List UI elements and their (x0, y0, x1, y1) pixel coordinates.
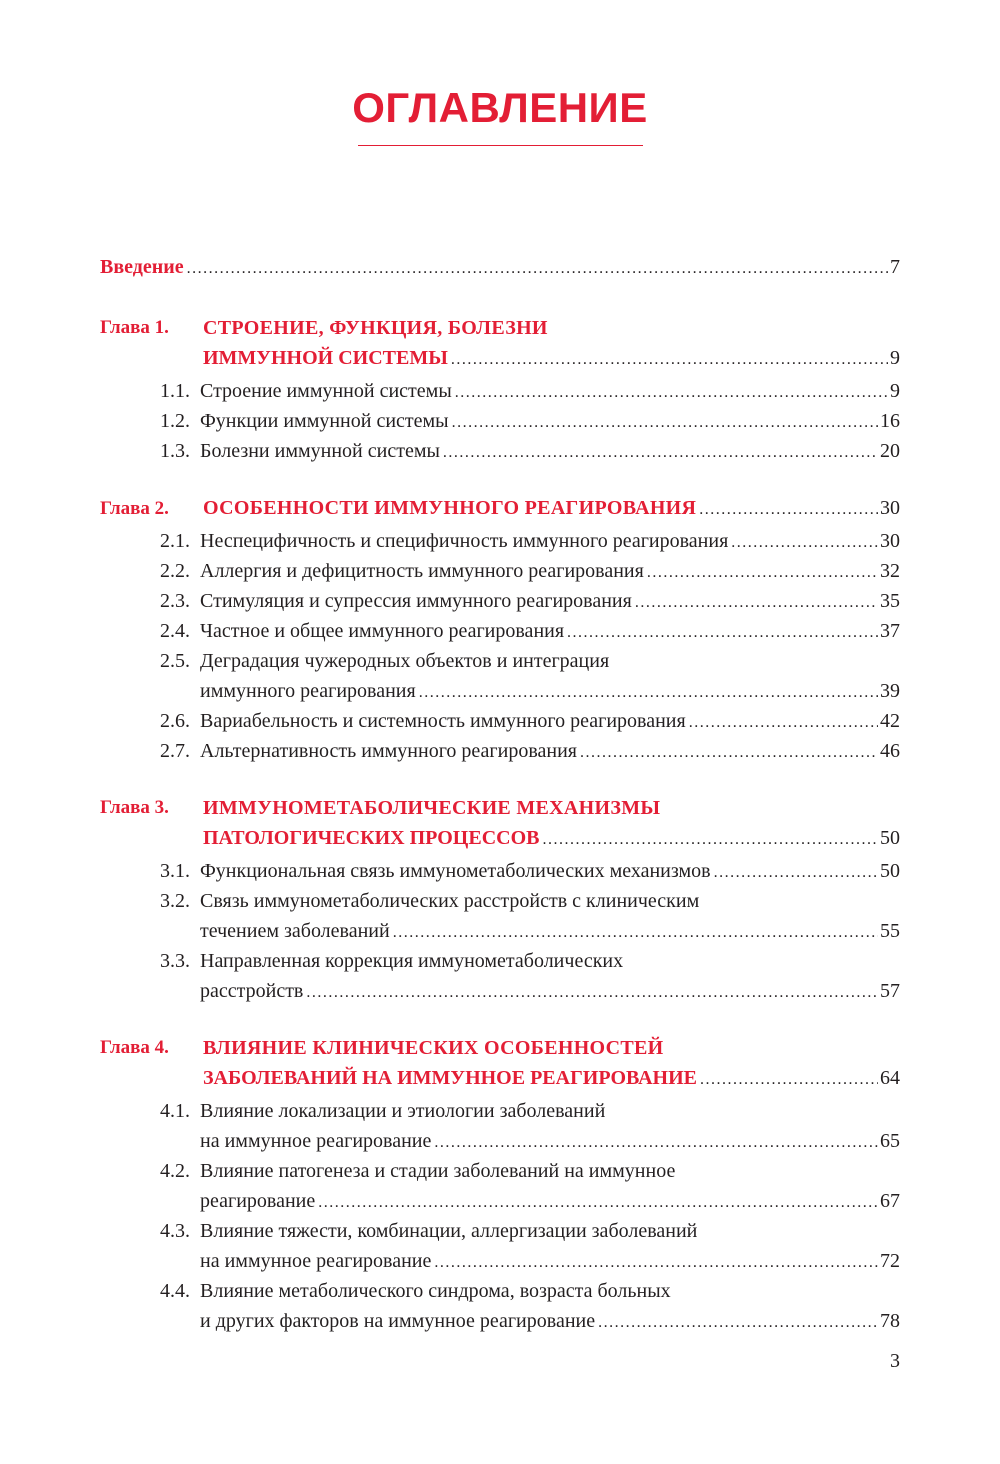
section-number: 2.3. (160, 590, 190, 612)
chapter-title-line: СТРОЕНИЕ, ФУНКЦИЯ, БОЛЕЗНИ (203, 317, 548, 339)
toc-page-number: 9 (890, 347, 900, 369)
toc-page-number: 16 (880, 410, 900, 432)
dot-leader (393, 918, 878, 948)
chapter-heading-cont[interactable] (100, 823, 900, 853)
toc-entry-intro[interactable] (100, 252, 900, 282)
chapter-label: Глава 2. (100, 498, 169, 519)
section-title: Функции иммунной системы (200, 410, 449, 432)
dot-leader (689, 708, 878, 738)
chapter-label: Глава 1. (100, 317, 169, 338)
dot-leader (187, 254, 888, 284)
section-title: Связь иммунометаболических расстройств с клиническим (200, 890, 700, 912)
dot-leader (699, 495, 878, 525)
toc-page-number: 37 (880, 620, 900, 642)
section-number: 4.3. (160, 1220, 190, 1242)
section-title-cont: на иммунное реагирование (200, 1250, 432, 1272)
chapter-heading[interactable] (100, 313, 900, 343)
toc-section[interactable] (160, 1216, 900, 1276)
toc-section[interactable] (160, 616, 900, 646)
section-list (100, 856, 900, 1006)
toc-section[interactable] (160, 736, 900, 766)
section-number: 4.4. (160, 1280, 190, 1302)
dot-leader (567, 618, 878, 648)
chapter-heading[interactable] (100, 1033, 900, 1063)
toc-section[interactable] (160, 706, 900, 736)
toc-chapter-1 (100, 313, 900, 466)
section-title: Частное и общее иммунного реагирования (200, 620, 565, 642)
section-list (100, 1096, 900, 1336)
toc-page-number: 39 (880, 680, 900, 702)
toc-page-number: 50 (880, 827, 900, 849)
section-title: Строение иммунной системы (200, 380, 452, 402)
toc-chapter-2 (100, 493, 900, 766)
chapter-heading[interactable] (100, 793, 900, 823)
section-title-cont: реагирование (200, 1190, 316, 1212)
toc-section[interactable] (160, 1156, 900, 1216)
dot-leader (598, 1308, 878, 1338)
section-title: Направленная коррекция иммунометаболических (200, 950, 624, 972)
section-title-cont: и других факторов на иммунное реагирование (200, 1310, 596, 1332)
chapter-title-line: ЗАБОЛЕВАНИЙ НА ИММУННОЕ РЕАГИРОВАНИЕ (203, 1067, 697, 1089)
section-title: Аллергия и дефицитность иммунного реагирования (200, 560, 644, 582)
section-title: Альтернативность иммунного реагирования (200, 740, 577, 762)
page-folio: 3 (890, 1350, 900, 1372)
toc-page-number: 65 (880, 1130, 900, 1152)
toc-section[interactable] (160, 646, 900, 706)
dot-leader (700, 1065, 878, 1095)
chapter-heading-cont[interactable] (100, 1063, 900, 1093)
section-title: Деградация чужеродных объектов и интеграция (200, 650, 610, 672)
toc-page-number: 46 (880, 740, 900, 762)
section-title: Влияние патогенеза и стадии заболеваний на иммунное (200, 1160, 676, 1182)
dot-leader (714, 858, 878, 888)
dot-leader (434, 1248, 878, 1278)
toc-page-number: 30 (880, 530, 900, 552)
dot-leader (635, 588, 878, 618)
section-number: 1.1. (160, 380, 190, 402)
toc-section[interactable] (160, 526, 900, 556)
section-title: Влияние локализации и этиологии заболеваний (200, 1100, 606, 1122)
section-title: Болезни иммунной системы (200, 440, 440, 462)
section-title: Вариабельность и системность иммунного реагирования (200, 710, 686, 732)
toc-page-number: 67 (880, 1190, 900, 1212)
chapter-heading[interactable] (100, 493, 900, 523)
toc-chapter-3 (100, 793, 900, 1006)
toc-section[interactable] (160, 376, 900, 406)
dot-leader (434, 1128, 878, 1158)
section-number: 2.1. (160, 530, 190, 552)
section-number: 3.3. (160, 950, 190, 972)
section-number: 2.5. (160, 650, 190, 672)
title-underline (358, 145, 643, 146)
chapter-title-line: ПАТОЛОГИЧЕСКИХ ПРОЦЕССОВ (203, 827, 540, 849)
dot-leader (419, 678, 878, 708)
toc-page-number: 42 (880, 710, 900, 732)
toc-section[interactable] (160, 1096, 900, 1156)
toc-section[interactable] (160, 856, 900, 886)
section-title: Влияние тяжести, комбинации, аллергизации заболеваний (200, 1220, 698, 1242)
section-list (100, 376, 900, 466)
toc-section[interactable] (160, 556, 900, 586)
toc-page-number: 35 (880, 590, 900, 612)
toc-section[interactable] (160, 886, 900, 946)
toc-page-number: 32 (880, 560, 900, 582)
toc-section[interactable] (160, 946, 900, 1006)
section-number: 2.4. (160, 620, 190, 642)
toc-page-number: 9 (890, 380, 900, 402)
section-number: 2.7. (160, 740, 190, 762)
chapter-title-line: ОСОБЕННОСТИ ИММУННОГО РЕАГИРОВАНИЯ (203, 497, 697, 519)
toc-page-number: 72 (880, 1250, 900, 1272)
toc-page-number: 20 (880, 440, 900, 462)
toc-section[interactable] (160, 1276, 900, 1336)
toc-page-number: 64 (880, 1067, 900, 1089)
section-number: 4.1. (160, 1100, 190, 1122)
section-number: 4.2. (160, 1160, 190, 1182)
dot-leader (731, 528, 878, 558)
section-title: Влияние метаболического синдрома, возраста больных (200, 1280, 671, 1302)
dot-leader (647, 558, 878, 588)
section-title: Неспецифичность и специфичность иммунного реагирования (200, 530, 729, 552)
chapter-title-line: ИММУННОЙ СИСТЕМЫ (203, 347, 448, 369)
chapter-heading-cont[interactable] (100, 343, 900, 373)
section-number: 1.2. (160, 410, 190, 432)
toc-page-number: 30 (880, 497, 900, 519)
section-number: 2.6. (160, 710, 190, 732)
toc-page-number: 78 (880, 1310, 900, 1332)
section-title: Стимуляция и супрессия иммунного реагирования (200, 590, 632, 612)
dot-leader (580, 738, 878, 768)
section-list (100, 526, 900, 766)
dot-leader (542, 825, 878, 855)
toc-page-number: 7 (890, 256, 900, 278)
section-title-cont: течением заболеваний (200, 920, 390, 942)
toc-page-number: 50 (880, 860, 900, 882)
section-number: 3.1. (160, 860, 190, 882)
section-title-cont: иммунного реагирования (200, 680, 416, 702)
toc-page-number: 57 (880, 980, 900, 1002)
toc-section[interactable] (160, 586, 900, 616)
dot-leader (443, 438, 878, 468)
section-number: 1.3. (160, 440, 190, 462)
dot-leader (452, 408, 878, 438)
chapter-title-line: ИММУНОМЕТАБОЛИЧЕСКИЕ МЕХАНИЗМЫ (203, 797, 661, 819)
toc-chapter-4 (100, 1033, 900, 1336)
chapter-label: Глава 3. (100, 797, 169, 818)
dot-leader (306, 978, 878, 1008)
toc-section[interactable] (160, 406, 900, 436)
toc-section[interactable] (160, 436, 900, 466)
section-title: Функциональная связь иммунометаболических механизмов (200, 860, 711, 882)
dot-leader (318, 1188, 878, 1218)
chapter-label: Глава 4. (100, 1037, 169, 1058)
chapter-title-line: ВЛИЯНИЕ КЛИНИЧЕСКИХ ОСОБЕННОСТЕЙ (203, 1037, 664, 1059)
section-title-cont: на иммунное реагирование (200, 1130, 432, 1152)
section-number: 3.2. (160, 890, 190, 912)
toc-page-number: 55 (880, 920, 900, 942)
toc-entry-label: Введение (100, 256, 184, 278)
table-of-contents (100, 252, 900, 1342)
page-title: ОГЛАВЛЕНИЕ (352, 84, 648, 131)
section-number: 2.2. (160, 560, 190, 582)
section-title-cont: расстройств (200, 980, 304, 1002)
dot-leader (451, 345, 888, 375)
dot-leader (455, 378, 888, 408)
